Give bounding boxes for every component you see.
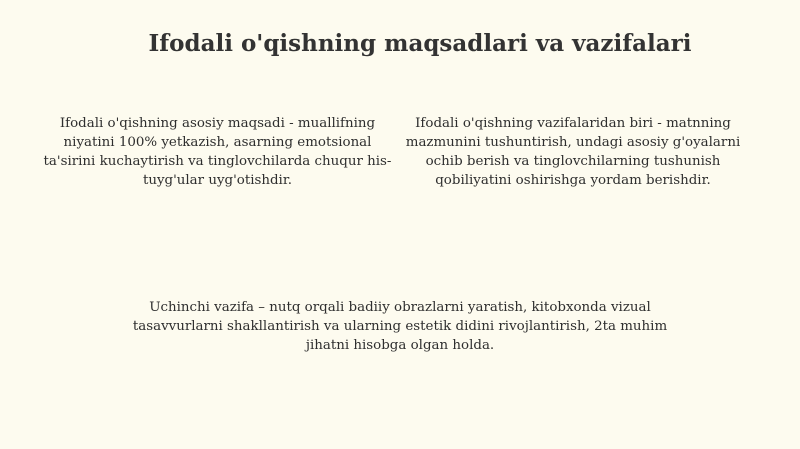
- paragraph-main-goal: Ifodali o'qishning asosiy maqsadi - muallifning niyatini 100% yetkazish, asarning emotsional ta'sirini kuchaytirish va tinglovchilarda chuqur his-tuyg'ular uyg'otishdir.: [43, 116, 392, 188]
- slide-title: Ifodali o'qishning maqsadlari va vazifalari: [148, 30, 692, 57]
- paragraph-third-task: Uchinchi vazifa – nutq orqali badiiy obrazlarni yaratish, kitobxonda vizual tasavvurlarni shakllantirish va ularning estetik didini rivojlantirish, 2ta muhim jihatni hisobga olgan holda.: [132, 300, 668, 353]
- paragraph-task-explain: Ifodali o'qishning vazifalaridan biri - matnning mazmunini tushuntirish, undagi asosiy g'oyalarni ochib berish va tinglovchilarning tushunish qobiliyatini oshirishga yordam berishdir.: [405, 116, 741, 188]
